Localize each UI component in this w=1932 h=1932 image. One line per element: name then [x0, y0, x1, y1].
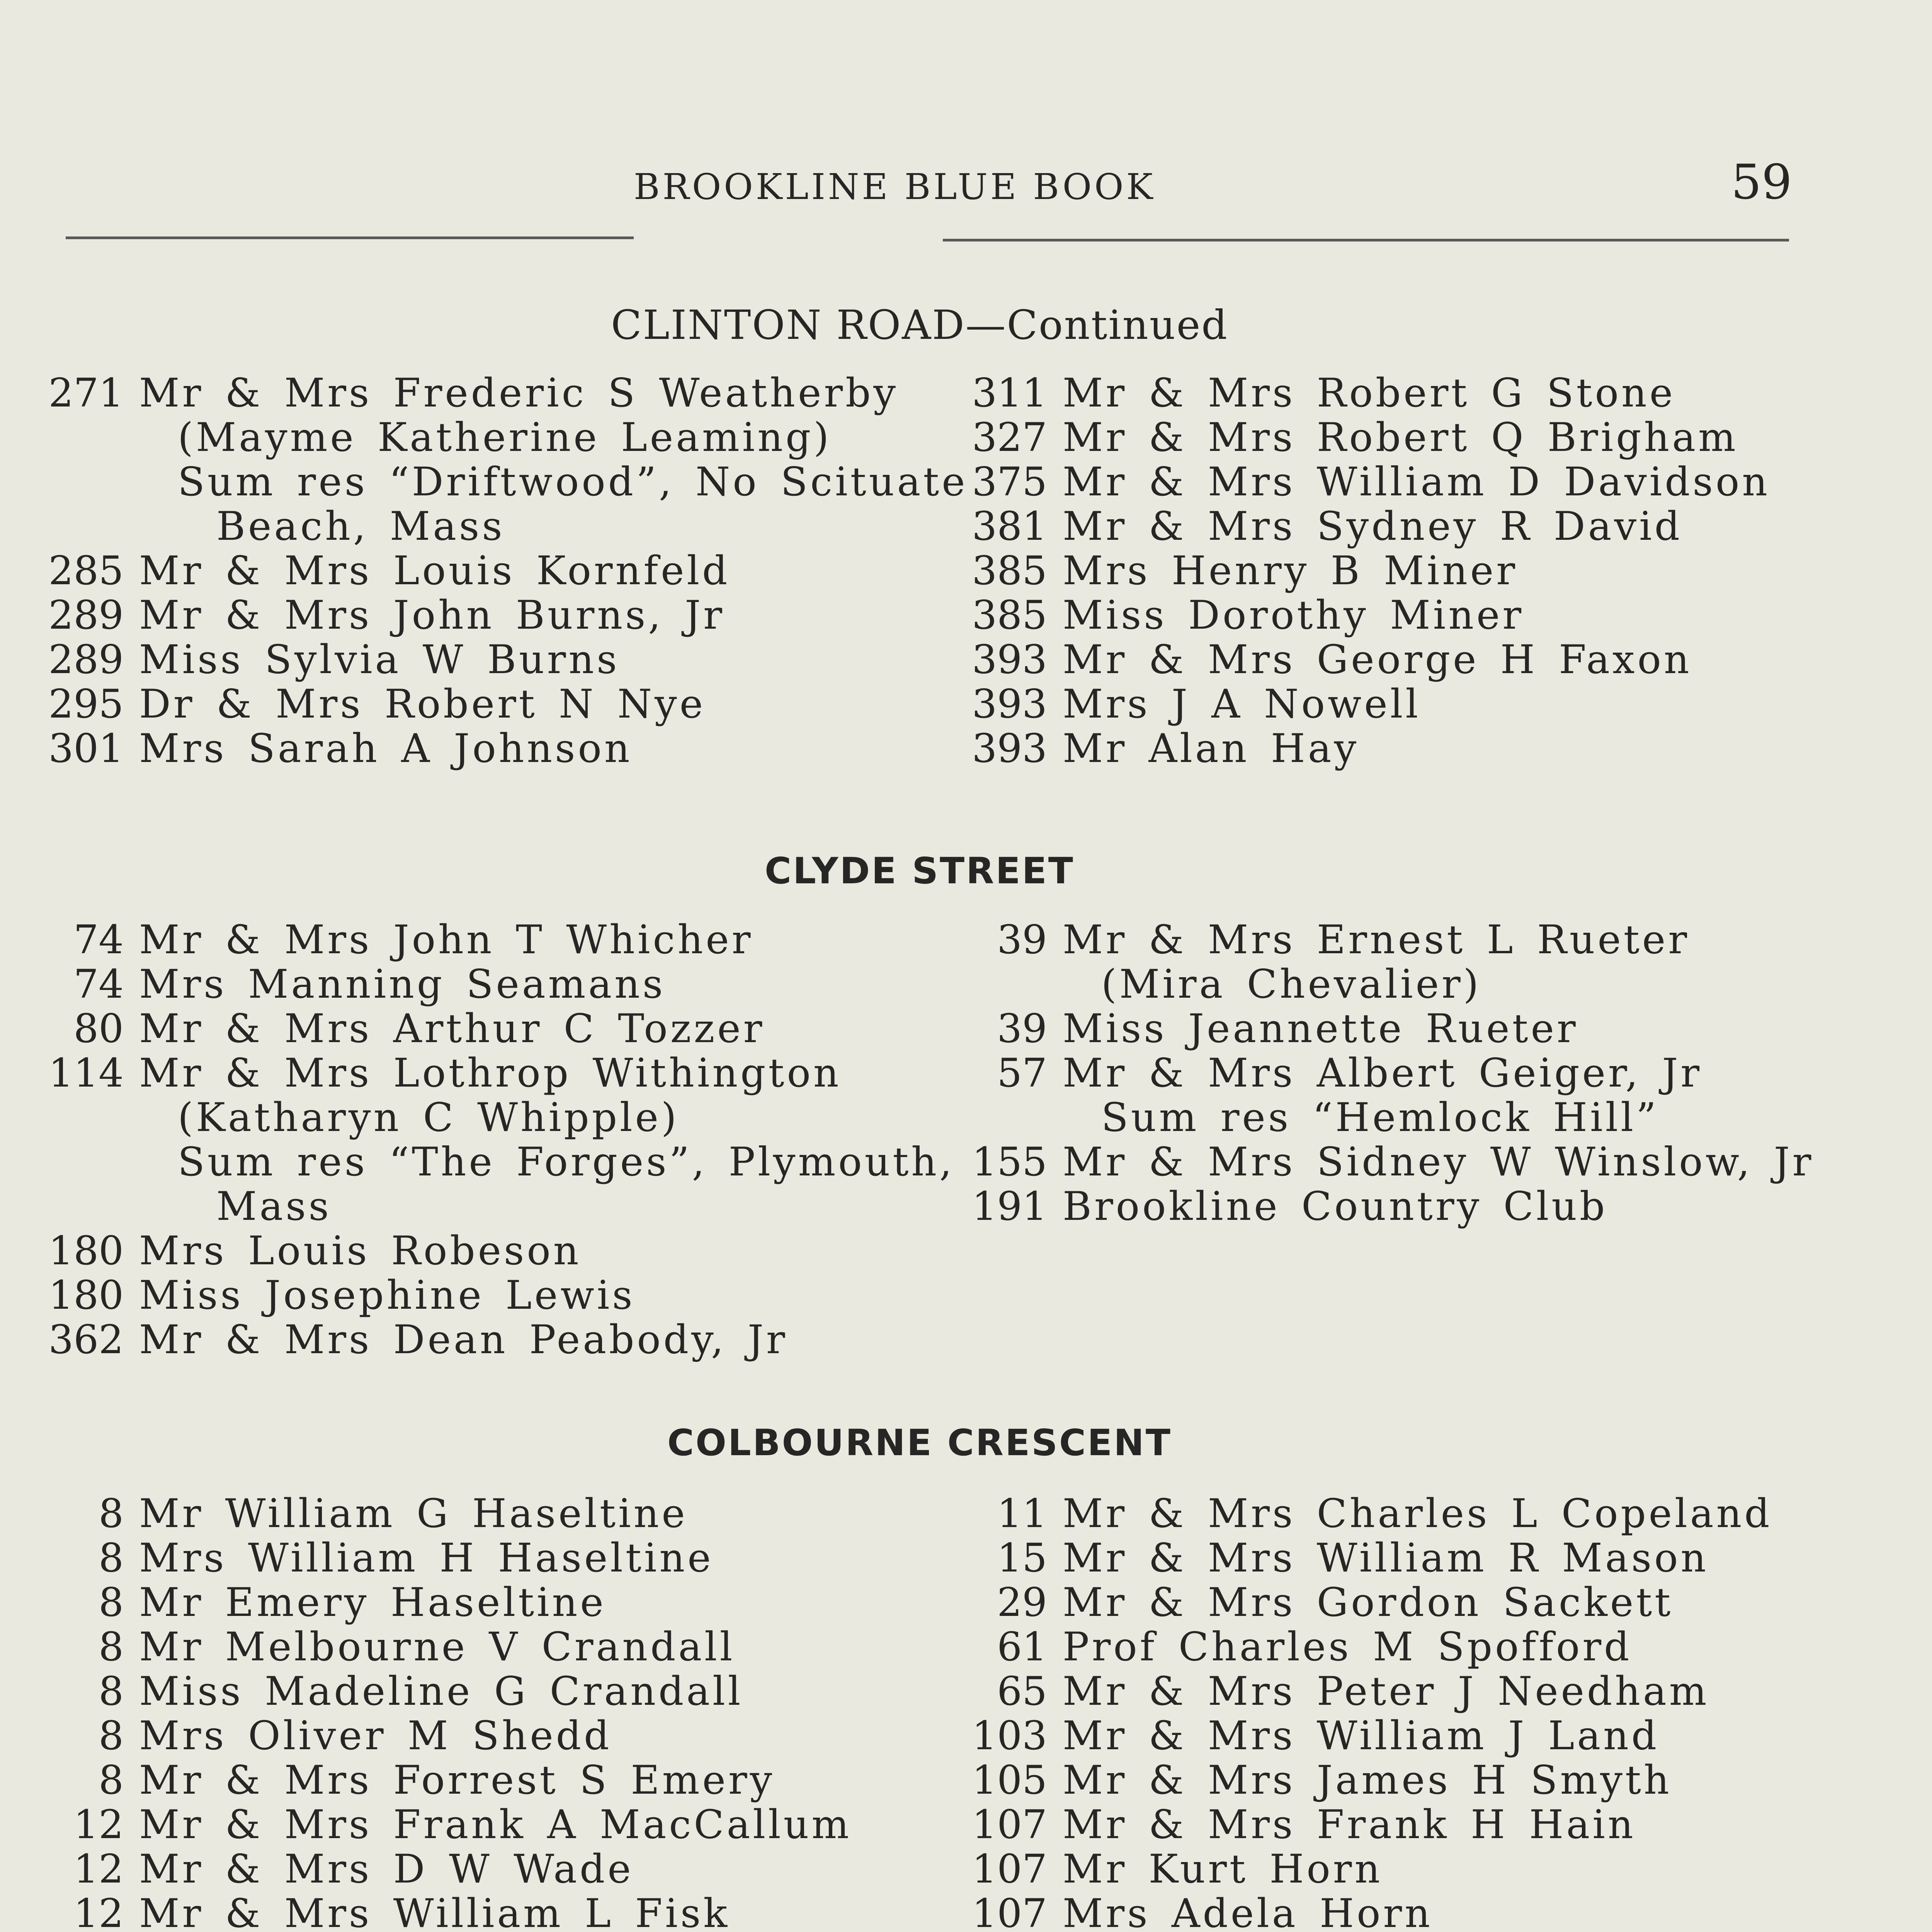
resident-name: (Katharyn C Whipple) — [178, 1095, 679, 1141]
list-item — [0, 682, 920, 726]
clinton-road-left-column — [0, 370, 968, 772]
clinton-road-right-column — [927, 371, 1839, 771]
house-number: 180 — [48, 1272, 124, 1318]
resident-name: Mr & Mrs Frank A MacCallum — [139, 1802, 852, 1848]
list-item — [927, 1140, 1839, 1184]
section-title-clinton-road: CLINTON ROAD—Continued — [611, 301, 1228, 349]
list-item — [927, 1580, 1839, 1625]
house-number: 8 — [99, 1624, 124, 1670]
house-number: 289 — [48, 592, 124, 638]
list-item — [927, 1714, 1839, 1758]
list-item — [927, 1847, 1839, 1891]
colbourne-crescent-listing — [0, 1492, 1839, 1932]
list-item — [927, 726, 1839, 771]
house-number: 393 — [972, 726, 1047, 772]
resident-name: Miss Madeline G Crandall — [139, 1668, 743, 1714]
list-item — [0, 638, 920, 682]
list-item — [0, 371, 920, 415]
resident-name: Sum res “Driftwood”, No Scituate — [178, 459, 968, 505]
list-item — [0, 918, 920, 962]
colbourne-crescent-left-column — [0, 1492, 920, 1932]
list-item — [927, 1095, 1839, 1140]
house-number: 114 — [48, 1050, 124, 1096]
list-item — [927, 593, 1839, 638]
resident-name: Miss Sylvia W Burns — [139, 637, 620, 683]
resident-name: Miss Josephine Lewis — [139, 1272, 635, 1318]
resident-name: Mr & Mrs Lothrop Withington — [139, 1050, 842, 1096]
resident-name: Mass — [216, 1184, 332, 1230]
resident-name: Miss Jeannette Rueter — [1063, 1006, 1578, 1052]
list-item — [0, 1007, 920, 1051]
list-item — [0, 1095, 920, 1140]
list-item — [927, 1492, 1839, 1536]
list-item — [0, 1318, 920, 1362]
house-number: 107 — [972, 1802, 1047, 1848]
house-number: 103 — [972, 1713, 1047, 1759]
resident-name: Mr & Mrs Robert G Stone — [1063, 370, 1676, 416]
resident-name: Mr William G Haseltine — [139, 1491, 688, 1537]
list-item — [927, 1803, 1839, 1847]
list-item — [0, 504, 920, 549]
house-number: 107 — [972, 1891, 1047, 1932]
resident-name: Sum res “Hemlock Hill” — [1101, 1095, 1659, 1141]
house-number: 39 — [997, 1006, 1047, 1052]
list-item — [927, 1891, 1839, 1932]
resident-name: Mr & Mrs William D Davidson — [1063, 459, 1770, 505]
list-item — [927, 1051, 1839, 1095]
list-item — [0, 1492, 920, 1536]
resident-name: Mr Kurt Horn — [1063, 1846, 1383, 1892]
list-item — [0, 1184, 920, 1229]
resident-name: Mr Alan Hay — [1063, 726, 1359, 772]
list-item — [0, 549, 920, 593]
resident-name: Mr & Mrs William J Land — [1063, 1713, 1660, 1759]
resident-name: Mr & Mrs Robert Q Brigham — [1063, 415, 1738, 461]
resident-name: (Mira Chevalier) — [1101, 961, 1481, 1007]
resident-name: Mr & Mrs Sidney W Winslow, Jr — [1063, 1139, 1814, 1185]
house-number: 8 — [99, 1491, 124, 1537]
section-title-colbourne-crescent: COLBOURNE CRESCENT — [667, 1422, 1172, 1464]
list-item — [927, 638, 1839, 682]
list-item — [927, 1625, 1839, 1669]
section-title-clyde-street: CLYDE STREET — [764, 850, 1075, 892]
header-rule-left — [66, 236, 634, 239]
resident-name: Mrs Sarah A Johnson — [139, 726, 633, 772]
clyde-street-listing — [0, 918, 1839, 1366]
house-number: 191 — [972, 1184, 1047, 1230]
resident-name: Mr & Mrs Louis Kornfeld — [139, 548, 730, 594]
list-item — [0, 1625, 920, 1669]
list-item — [927, 504, 1839, 549]
house-number: 8 — [99, 1713, 124, 1759]
list-item — [927, 1007, 1839, 1051]
resident-name: Beach, Mass — [216, 503, 505, 549]
house-number: 39 — [997, 917, 1047, 963]
house-number: 105 — [972, 1757, 1047, 1803]
resident-name: Sum res “The Forges”, Plymouth, — [178, 1139, 955, 1185]
clinton-road-listing — [0, 371, 1839, 781]
house-number: 289 — [48, 637, 124, 683]
list-item — [927, 1184, 1839, 1229]
house-number: 301 — [48, 726, 124, 772]
resident-name: Mr & Mrs James H Smyth — [1063, 1757, 1672, 1803]
resident-name: Mr & Mrs Peter J Needham — [1063, 1668, 1709, 1714]
house-number: 107 — [972, 1846, 1047, 1892]
resident-name: Miss Dorothy Miner — [1063, 592, 1524, 638]
house-number: 74 — [73, 961, 124, 1007]
house-number: 393 — [972, 637, 1047, 683]
list-item — [927, 415, 1839, 460]
running-title: BROOKLINE BLUE BOOK — [634, 166, 1156, 207]
resident-name: Mr & Mrs Frank H Hain — [1063, 1802, 1636, 1848]
resident-name: Mr & Mrs Arthur C Tozzer — [139, 1006, 765, 1052]
list-item — [0, 1139, 955, 1185]
house-number: 295 — [48, 681, 124, 727]
header-rule-right — [943, 239, 1789, 242]
resident-name: Mr & Mrs Gordon Sackett — [1063, 1580, 1673, 1626]
house-number: 8 — [99, 1757, 124, 1803]
list-item — [0, 1273, 920, 1318]
list-item — [927, 682, 1839, 726]
resident-name: Mr & Mrs Sydney R David — [1063, 503, 1683, 549]
colbourne-crescent-right-column — [927, 1492, 1839, 1932]
resident-name: Mrs Manning Seamans — [139, 961, 666, 1007]
resident-name: Mrs J A Nowell — [1063, 681, 1421, 727]
house-number: 285 — [48, 548, 124, 594]
resident-name: Mr & Mrs Forrest S Emery — [139, 1757, 775, 1803]
house-number: 155 — [972, 1139, 1047, 1185]
resident-name: Mrs Adela Horn — [1063, 1891, 1433, 1932]
house-number: 12 — [73, 1802, 124, 1848]
house-number: 15 — [997, 1535, 1047, 1581]
list-item — [0, 1758, 920, 1803]
house-number: 12 — [73, 1891, 124, 1932]
list-item — [0, 1891, 920, 1932]
resident-name: Prof Charles M Spofford — [1063, 1624, 1632, 1670]
resident-name: Mrs Louis Robeson — [139, 1228, 582, 1274]
resident-name: Mr & Mrs John Burns, Jr — [139, 592, 725, 638]
list-item — [927, 918, 1839, 962]
resident-name: Mr & Mrs Frederic S Weatherby — [139, 370, 899, 416]
list-item — [927, 1536, 1839, 1580]
resident-name: Mr & Mrs Dean Peabody, Jr — [139, 1317, 788, 1363]
house-number: 8 — [99, 1580, 124, 1626]
list-item — [0, 1580, 920, 1625]
list-item — [0, 415, 920, 460]
list-item — [0, 962, 920, 1007]
house-number: 180 — [48, 1228, 124, 1274]
list-item — [0, 1714, 920, 1758]
list-item — [0, 459, 968, 505]
resident-name: Mr & Mrs Albert Geiger, Jr — [1063, 1050, 1702, 1096]
house-number: 362 — [48, 1317, 124, 1363]
list-item — [0, 1536, 920, 1580]
resident-name: Brookline Country Club — [1063, 1184, 1608, 1230]
house-number: 57 — [997, 1050, 1047, 1096]
resident-name: Mr & Mrs Charles L Copeland — [1063, 1491, 1772, 1537]
list-item — [927, 962, 1839, 1007]
house-number: 8 — [99, 1535, 124, 1581]
list-item — [927, 371, 1839, 415]
resident-name: Mrs William H Haseltine — [139, 1535, 714, 1581]
resident-name: Mr & Mrs William L Fisk — [139, 1891, 730, 1932]
list-item — [0, 1229, 920, 1273]
list-item — [927, 549, 1839, 593]
list-item — [0, 1847, 920, 1891]
house-number: 8 — [99, 1668, 124, 1714]
list-item — [0, 726, 920, 771]
list-item — [927, 460, 1839, 504]
resident-name: Mr Melbourne V Crandall — [139, 1624, 735, 1670]
house-number: 29 — [997, 1580, 1047, 1626]
house-number: 385 — [972, 548, 1047, 594]
clyde-street-left-column — [0, 917, 955, 1363]
resident-name: Mr & Mrs D W Wade — [139, 1846, 634, 1892]
house-number: 65 — [997, 1668, 1047, 1714]
house-number: 80 — [73, 1006, 124, 1052]
house-number: 385 — [972, 592, 1047, 638]
list-item — [0, 1669, 920, 1714]
list-item — [0, 1051, 920, 1095]
house-number: 381 — [972, 503, 1047, 549]
house-number: 271 — [48, 370, 124, 416]
resident-name: (Mayme Katherine Leaming) — [178, 415, 832, 461]
list-item — [0, 593, 920, 638]
house-number: 11 — [997, 1491, 1047, 1537]
page-number: 59 — [1731, 155, 1792, 210]
clyde-street-right-column — [927, 918, 1839, 1229]
list-item — [0, 1803, 920, 1847]
house-number: 393 — [972, 681, 1047, 727]
house-number: 327 — [972, 415, 1047, 461]
resident-name: Mrs Henry B Miner — [1063, 548, 1518, 594]
resident-name: Mr & Mrs William R Mason — [1063, 1535, 1709, 1581]
resident-name: Dr & Mrs Robert N Nye — [139, 681, 706, 727]
resident-name: Mr & Mrs John T Whicher — [139, 917, 753, 963]
house-number: 375 — [972, 459, 1047, 505]
list-item — [927, 1669, 1839, 1714]
house-number: 74 — [73, 917, 124, 963]
house-number: 311 — [972, 370, 1047, 416]
resident-name: Mr & Mrs Ernest L Rueter — [1063, 917, 1690, 963]
resident-name: Mr Emery Haseltine — [139, 1580, 606, 1626]
house-number: 12 — [73, 1846, 124, 1892]
house-number: 61 — [997, 1624, 1047, 1670]
list-item — [927, 1758, 1839, 1803]
resident-name: Mr & Mrs George H Faxon — [1063, 637, 1692, 683]
resident-name: Mrs Oliver M Shedd — [139, 1713, 612, 1759]
